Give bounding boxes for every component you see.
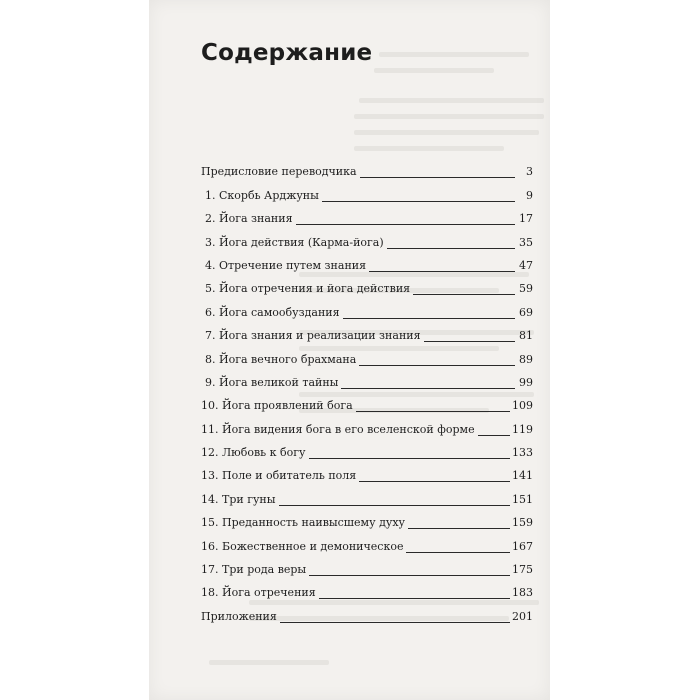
toc-leader-line [322,200,515,202]
toc-page-number: 159 [512,516,533,530]
toc-page-number: 99 [519,375,533,389]
toc-page-number: 183 [512,586,533,600]
toc-leader-line [406,551,510,553]
toc-entry [201,604,533,627]
toc-entry-title: 11. Йога видения бога в его вселенской форме [201,422,475,436]
toc-entry [201,417,533,440]
book-page [149,0,550,700]
toc-entry-title: 4. Отречение путем знания [205,258,367,272]
toc-entry-title: 2. Йога знания [205,212,293,226]
toc-entry [201,207,533,230]
toc-leader-line [408,527,510,529]
toc-leader-line [413,293,515,295]
toc-entry-title: 6. Йога самообуздания [205,305,340,319]
toc-page-number: 69 [519,305,533,319]
toc-entry-title: 12. Любовь к богу [201,446,306,460]
toc-page-number: 151 [512,492,533,506]
toc-entry [201,300,533,323]
toc-entry [201,230,533,253]
toc-page-number: 89 [519,352,533,366]
toc-entry-title: 8. Йога вечного брахмана [205,352,357,366]
toc-page-number: 47 [519,258,533,272]
toc-leader-line [343,317,515,319]
toc-entry [201,254,533,277]
toc-entry [201,441,533,464]
toc-entry [201,511,533,534]
toc-page-number: 109 [512,399,533,413]
toc-entry [201,487,533,510]
toc-entry [201,371,533,394]
toc-entry [201,534,533,557]
toc-entry-title: Предисловие переводчика [201,165,357,179]
toc-leader-line [360,176,515,178]
toc-entry [201,581,533,604]
toc-page-number: 141 [512,469,533,483]
toc-leader-line [478,434,510,436]
toc-leader-line [309,574,510,576]
toc-page-number: 201 [512,609,533,623]
toc-page-number: 9 [526,188,533,202]
toc-leader-line [279,504,510,506]
toc-entry [201,277,533,300]
toc-entry-title: 17. Три рода веры [201,563,307,577]
toc-entry-title: Приложения [201,609,277,623]
toc-entry [201,183,533,206]
toc-leader-line [280,621,510,623]
toc-page-number: 167 [512,539,533,553]
toc-leader-line [309,457,510,459]
toc-entry-title: 16. Божественное и демоническое [201,539,404,553]
toc-entry-title: 15. Преданность наивысшему духу [201,516,405,530]
toc-entry-title: 18. Йога отречения [201,586,316,600]
toc-page-number: 81 [519,329,533,343]
toc-page-number: 175 [512,563,533,577]
page-title: Содержание [201,40,373,66]
toc-leader-line [369,270,515,272]
toc-leader-line [319,597,510,599]
toc-page-number: 3 [526,165,533,179]
toc-entry-title: 3. Йога действия (Карма-йога) [205,235,384,249]
toc-entry [201,394,533,417]
toc-leader-line [387,247,515,249]
toc-entry-title: 7. Йога знания и реализации знания [205,329,421,343]
toc-entry [201,464,533,487]
toc-entry [201,160,533,183]
toc-entry-title: 13. Поле и обитатель поля [201,469,357,483]
toc-entry-title: 10. Йога проявлений бога [201,399,353,413]
toc-entry [201,347,533,370]
toc-leader-line [356,410,510,412]
toc-page-number: 17 [519,212,533,226]
toc-leader-line [424,340,515,342]
toc-leader-line [296,223,515,225]
toc-entry [201,324,533,347]
toc-page-number: 119 [512,422,533,436]
toc-entry-title: 5. Йога отречения и йога действия [205,282,411,296]
toc-entry-title: 9. Йога великой тайны [205,375,339,389]
toc-leader-line [359,480,510,482]
toc-leader-line [359,364,515,366]
toc-page-number: 35 [519,235,533,249]
toc-page-number: 133 [512,446,533,460]
toc-entry-title: 14. Три гуны [201,492,276,506]
table-of-contents [201,160,533,628]
toc-entry [201,558,533,581]
toc-leader-line [341,387,515,389]
toc-entry-title: 1. Скорбь Арджуны [205,188,319,202]
toc-page-number: 59 [519,282,533,296]
